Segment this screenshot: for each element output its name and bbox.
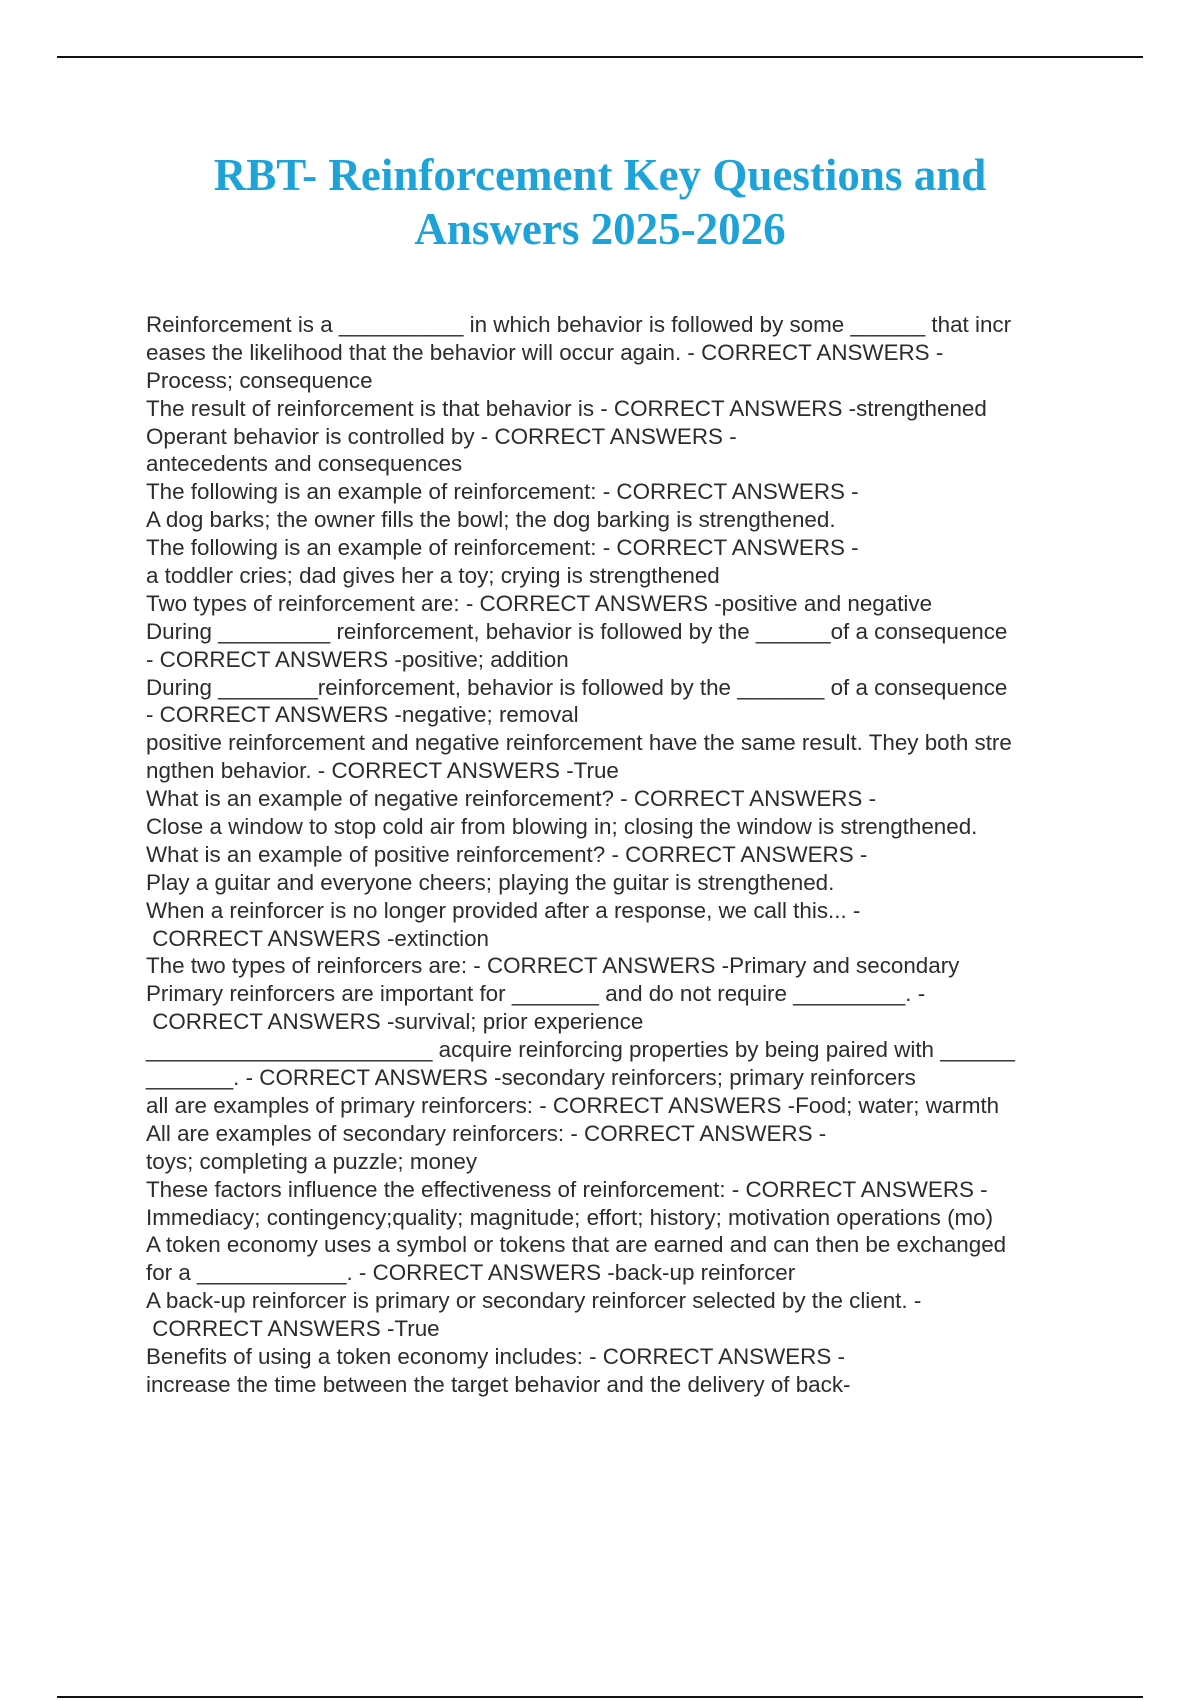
text-line: Process; consequence (146, 367, 373, 393)
text-line: _______. - CORRECT ANSWERS -secondary reinforcers; primary reinforcers (146, 1065, 916, 1091)
text-line: Primary reinforcers are important for _______ and do not require _________. - (146, 981, 926, 1007)
text-line: Play a guitar and everyone cheers; playing the guitar is strengthened. (146, 869, 835, 895)
text-line: CORRECT ANSWERS -extinction (146, 925, 489, 951)
text-line: During ________reinforcement, behavior is followed by the _______ of a consequence (146, 674, 1008, 700)
text-line: CORRECT ANSWERS -survival; prior experience (146, 1009, 644, 1035)
title-line: Answers 2025-2026 (414, 204, 786, 254)
text-line: increase the time between the target behavior and the delivery of back- (146, 1371, 851, 1397)
text-line: ngthen behavior. - CORRECT ANSWERS -True (146, 758, 619, 784)
text-line: Immediacy; contingency;quality; magnitude; effort; history; motivation operations (mo) (146, 1204, 994, 1230)
text-line: - CORRECT ANSWERS -negative; removal (146, 702, 579, 728)
text-line: CORRECT ANSWERS -True (146, 1316, 440, 1342)
text-line: eases the likelihood that the behavior will occur again. - CORRECT ANSWERS - (146, 339, 944, 365)
text-line: - CORRECT ANSWERS -positive; addition (146, 646, 569, 672)
text-line: Two types of reinforcement are: - CORRECT ANSWERS -positive and negative (146, 590, 933, 616)
text-line: The two types of reinforcers are: - CORRECT ANSWERS -Primary and secondary (146, 953, 960, 979)
text-line: A token economy uses a symbol or tokens that are earned and can then be exchanged (146, 1232, 1007, 1258)
text-line: These factors influence the effectiveness of reinforcement: - CORRECT ANSWERS - (146, 1176, 988, 1202)
text-line: A back-up reinforcer is primary or secondary reinforcer selected by the client. - (146, 1288, 922, 1314)
title-line: RBT- Reinforcement Key Questions and (213, 150, 987, 200)
text-line: positive reinforcement and negative reinforcement have the same result. They both stre (146, 730, 1012, 756)
text-line: toys; completing a puzzle; money (146, 1148, 478, 1174)
document-body (146, 311, 1086, 1399)
text-line: Operant behavior is controlled by - CORRECT ANSWERS - (146, 423, 737, 449)
text-line: _______________________ acquire reinforcing properties by being paired with ______ (146, 1037, 1015, 1063)
text-line: a toddler cries; dad gives her a toy; crying is strengthened (146, 563, 720, 589)
text-line: Benefits of using a token economy includes: - CORRECT ANSWERS - (146, 1343, 845, 1369)
text-line: A dog barks; the owner fills the bowl; the dog barking is strengthened. (146, 507, 836, 533)
text-line: The result of reinforcement is that behavior is - CORRECT ANSWERS -strengthened (146, 395, 987, 421)
text-line: All are examples of secondary reinforcers: - CORRECT ANSWERS - (146, 1120, 827, 1146)
text-line: During _________ reinforcement, behavior is followed by the ______of a consequence (146, 618, 1008, 644)
text-line: When a reinforcer is no longer provided after a response, we call this... - (146, 897, 861, 923)
text-line: for a ____________. - CORRECT ANSWERS -back-up reinforcer (146, 1260, 796, 1286)
text-line: The following is an example of reinforcement: - CORRECT ANSWERS - (146, 535, 859, 561)
text-line: What is an example of negative reinforcement? - CORRECT ANSWERS - (146, 786, 877, 812)
text-line: antecedents and consequences (146, 451, 463, 477)
text-line: The following is an example of reinforcement: - CORRECT ANSWERS - (146, 479, 859, 505)
text-line: Reinforcement is a __________ in which behavior is followed by some ______ that incr (146, 312, 1012, 337)
text-line: Close a window to stop cold air from blowing in; closing the window is strengthened. (146, 814, 978, 840)
bottom-rule (57, 1696, 1143, 1698)
top-rule (57, 56, 1143, 58)
text-line: all are examples of primary reinforcers: - CORRECT ANSWERS -Food; water; warmth (146, 1092, 1000, 1118)
text-line: What is an example of positive reinforcement? - CORRECT ANSWERS - (146, 841, 868, 867)
document-title (100, 148, 1100, 256)
